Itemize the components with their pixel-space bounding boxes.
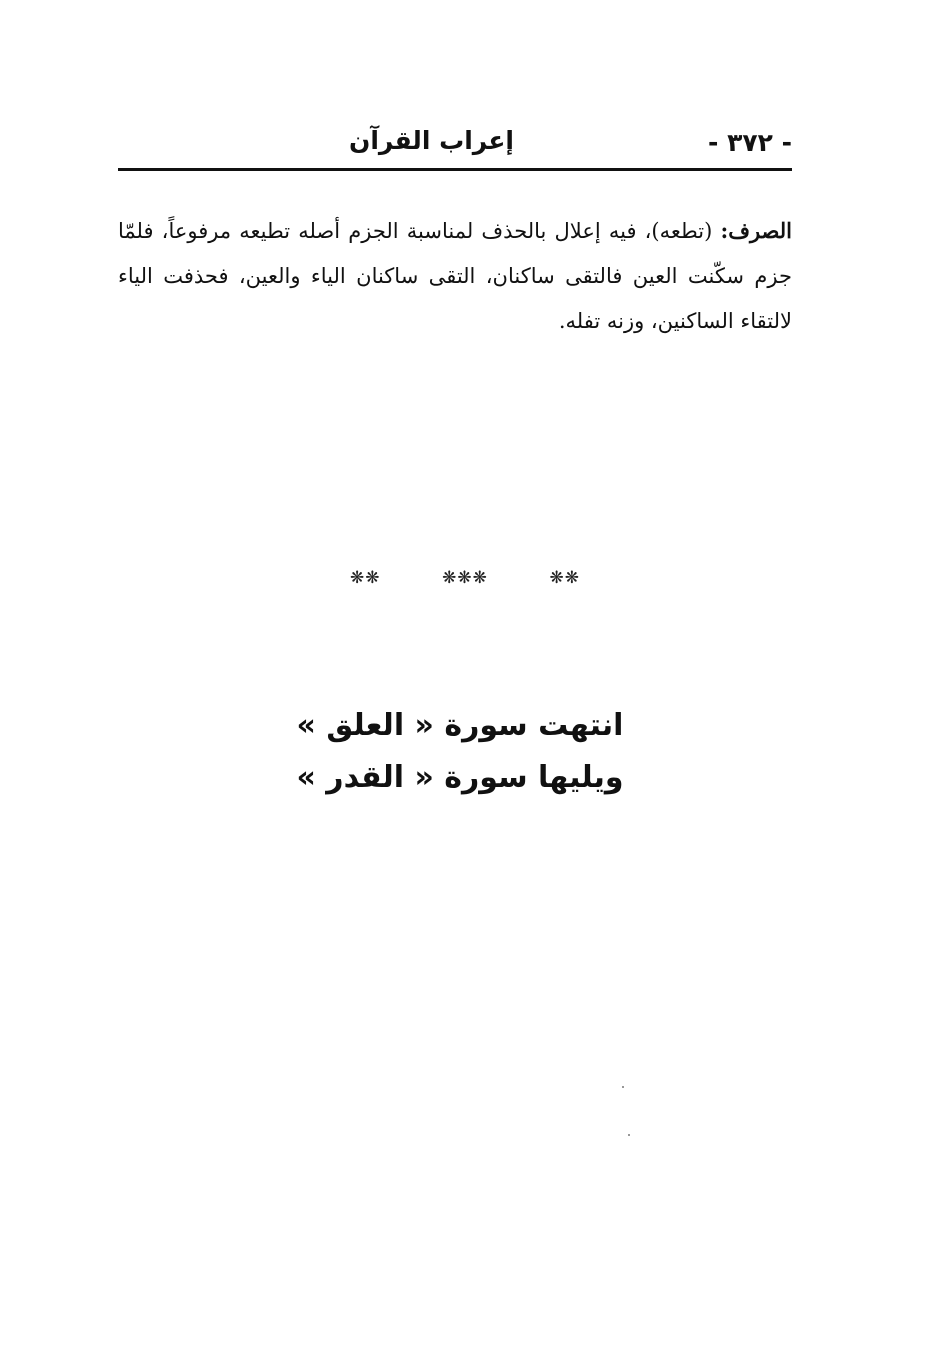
scan-speck xyxy=(622,1086,624,1088)
separator-ornament-center: ❋❋❋ xyxy=(442,568,488,588)
closing-note xyxy=(260,700,660,804)
morphology-text: (تطعه)، فيه إعلال بالحذف لمناسبة الجزم أصله تطيعه مرفوعاً، فلمّا جزم سكّنت العين فالتقى ساكنان، التقى ساكنان الياء والعين، فحذفت الياء لالتقاء الساكنين، وزنه تفله. xyxy=(118,219,792,333)
page-number: - ٣٧٢ - xyxy=(708,128,792,157)
separator-ornament-left: ❋❋ xyxy=(350,568,381,588)
separator-ornament-right: ❋❋ xyxy=(549,568,580,588)
closing-line-end-of-surah: انتهت سورة « العلق » xyxy=(296,708,624,743)
morphology-label: الصرف: xyxy=(720,218,792,243)
section-separator xyxy=(350,563,580,593)
running-title: إعراب القرآن xyxy=(348,126,514,155)
closing-line-next-surah: ويليها سورة « القدر » xyxy=(296,760,624,795)
scan-speck xyxy=(628,1134,630,1136)
morphology-paragraph xyxy=(118,208,792,344)
page-header xyxy=(118,124,792,168)
header-rule xyxy=(118,168,792,171)
